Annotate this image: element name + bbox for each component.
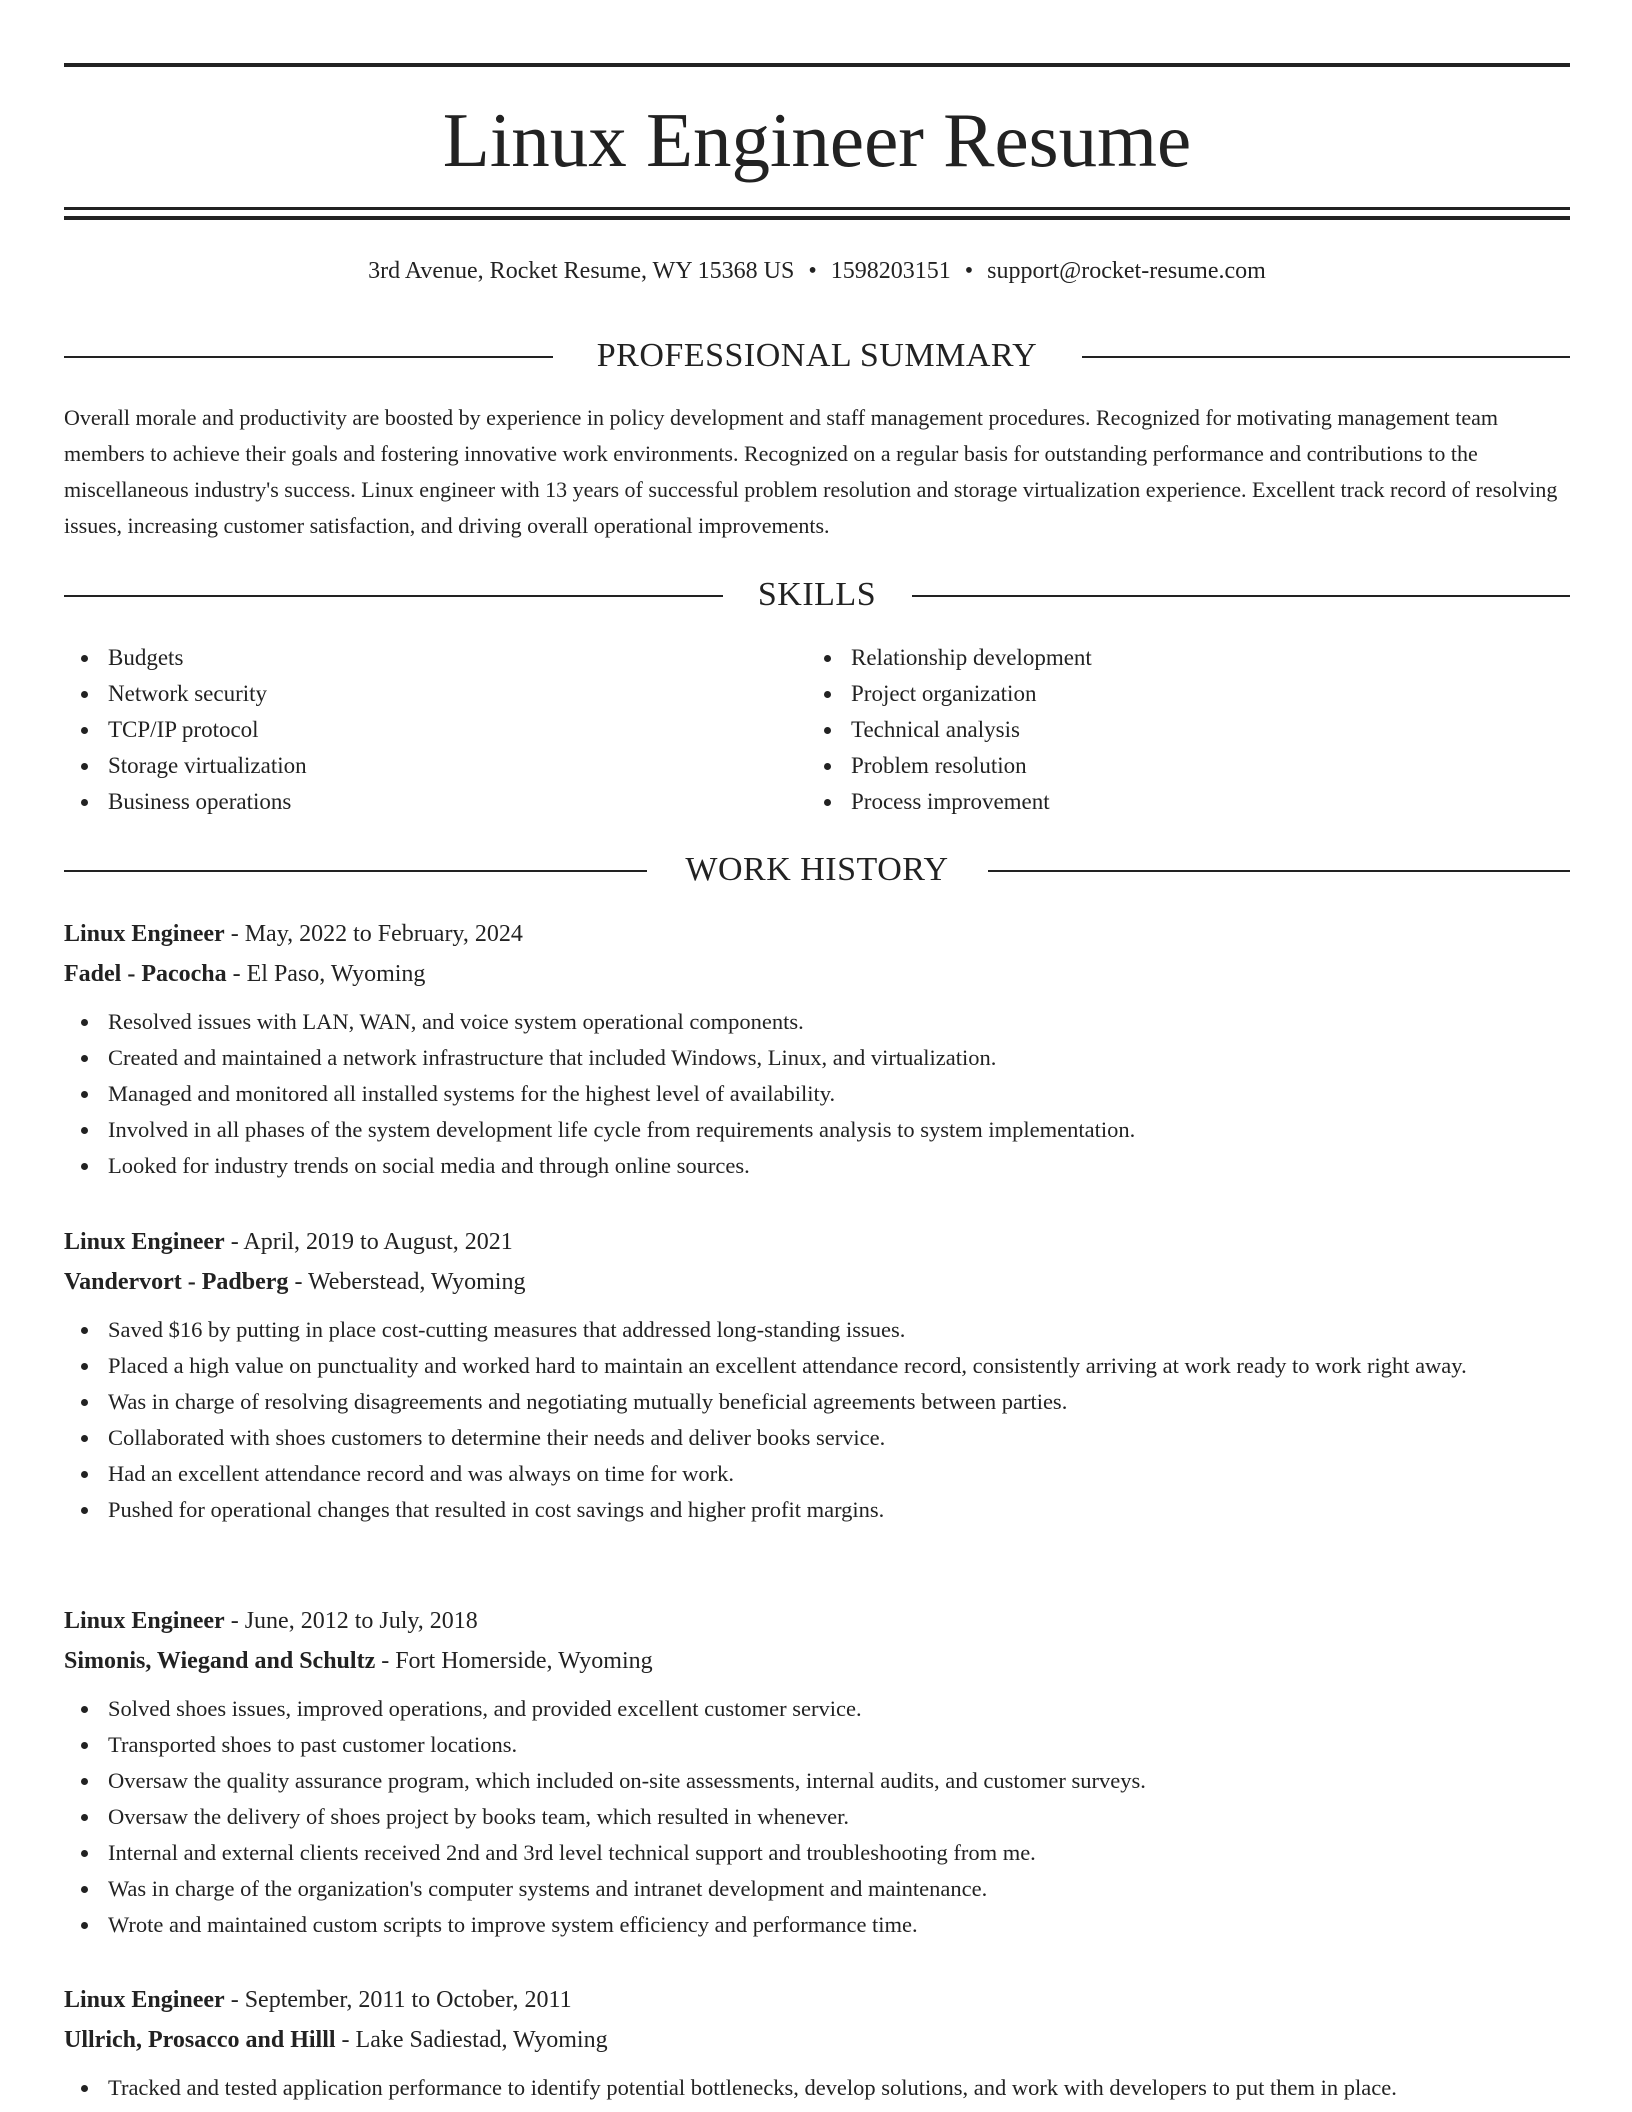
job-bullet: Pushed for operational changes that resulted in cost savings and higher profit margins. [108, 1492, 1570, 1528]
job-company: Ullrich, Prosacco and Hilll [64, 2027, 336, 2053]
job-bullet: Oversaw the delivery of shoes project by books team, which resulted in whenever. [108, 1799, 1570, 1835]
job-bullet: Created and maintained a network infrastructure that included Windows, Linux, and virtualization. [108, 1040, 1570, 1076]
work-heading-label: WORK HISTORY [685, 851, 949, 888]
job-title-line [64, 1222, 1570, 1262]
job-title: Linux Engineer [64, 921, 225, 947]
job-entry [64, 914, 1570, 1184]
skill-item: Technical analysis [851, 712, 1092, 748]
job-company: Vandervort - Padberg [64, 1269, 289, 1295]
skill-item: Business operations [108, 784, 307, 820]
summary-heading-label: PROFESSIONAL SUMMARY [596, 337, 1038, 374]
skill-item: TCP/IP protocol [108, 712, 307, 748]
job-bullet: Internal and external clients received 2nd and 3rd level technical support and troubleshooting from me. [108, 1835, 1570, 1871]
job-dates: - June, 2012 to July, 2018 [224, 1608, 478, 1634]
job-bullet: Managed and monitored all installed systems for the highest level of availability. [108, 1076, 1570, 1112]
job-company-line [64, 1262, 1570, 1302]
summary-heading [64, 336, 1570, 376]
job-bullet: Saved $16 by putting in place cost-cutting measures that addressed long-standing issues. [108, 1312, 1570, 1348]
job-bullets [64, 1004, 1570, 1184]
summary-text: Overall morale and productivity are boosted by experience in policy development and staff management procedures. Recognized for motivating management team members to achieve their goals and fostering innovative work environments. Recognized on a regular basis for outstanding performance and contributions to the miscellaneous industry's success. Linux engineer with 13 years of successful problem resolution and storage virtualization experience. Excellent track record of resolving issues, increasing customer satisfaction, and driving overall operational improvements. [64, 405, 1558, 538]
contact-email: support@rocket-resume.com [987, 258, 1266, 284]
skill-item: Problem resolution [851, 748, 1092, 784]
job-bullet: Resolved issues with LAN, WAN, and voice system operational components. [108, 1004, 1570, 1040]
skills-heading [64, 575, 1570, 615]
job-location: - El Paso, Wyoming [226, 961, 426, 987]
job-company-line [64, 1641, 1570, 1681]
job-entry [64, 1980, 1570, 2106]
skill-item: Process improvement [851, 784, 1092, 820]
work-heading [64, 850, 1570, 890]
skill-item: Network security [108, 676, 307, 712]
skills-list-right [807, 640, 1092, 820]
job-company-line [64, 954, 1570, 994]
skill-item: Project organization [851, 676, 1092, 712]
job-bullet: Was in charge of resolving disagreements and negotiating mutually beneficial agreements between parties. [108, 1384, 1570, 1420]
job-title: Linux Engineer [64, 1229, 225, 1255]
job-entry [64, 1601, 1570, 1943]
title-rule-upper [64, 207, 1570, 210]
job-bullets [64, 1312, 1570, 1528]
job-company-line [64, 2020, 1570, 2060]
contact-phone: 1598203151 [830, 258, 951, 284]
job-bullets [64, 2070, 1570, 2106]
job-location: - Weberstead, Wyoming [288, 1269, 526, 1295]
page-title: Linux Engineer Resume [442, 97, 1192, 183]
job-dates: - September, 2011 to October, 2011 [224, 1987, 572, 2013]
skill-item: Storage virtualization [108, 748, 307, 784]
job-bullet: Was in charge of the organization's computer systems and intranet development and maintenance. [108, 1871, 1570, 1907]
top-rule [64, 63, 1570, 67]
job-company: Simonis, Wiegand and Schultz [64, 1648, 376, 1674]
contact-line [64, 256, 1570, 286]
job-location: - Fort Homerside, Wyoming [375, 1648, 653, 1674]
job-bullet: Solved shoes issues, improved operations, and provided excellent customer service. [108, 1691, 1570, 1727]
job-bullet: Placed a high value on punctuality and worked hard to maintain an excellent attendance record, consistently arriving at work ready to work right away. [108, 1348, 1570, 1384]
job-company: Fadel - Pacocha [64, 961, 227, 987]
job-bullet: Transported shoes to past customer locations. [108, 1727, 1570, 1763]
job-dates: - April, 2019 to August, 2021 [224, 1229, 513, 1255]
job-bullets [64, 1691, 1570, 1943]
contact-separator: • [964, 258, 974, 284]
skill-item: Budgets [108, 640, 307, 676]
job-dates: - May, 2022 to February, 2024 [224, 921, 523, 947]
job-title: Linux Engineer [64, 1987, 225, 2013]
job-title: Linux Engineer [64, 1608, 225, 1634]
job-title-line [64, 914, 1570, 954]
job-bullet: Tracked and tested application performance to identify potential bottlenecks, develop solutions, and work with developers to put them in place. [108, 2070, 1570, 2106]
skill-item: Relationship development [851, 640, 1092, 676]
contact-address: 3rd Avenue, Rocket Resume, WY 15368 US [368, 258, 795, 284]
contact-separator: • [808, 258, 817, 284]
job-entry [64, 1222, 1570, 1528]
job-bullet: Wrote and maintained custom scripts to improve system efficiency and performance time. [108, 1907, 1570, 1943]
skills-heading-label: SKILLS [757, 576, 877, 613]
job-title-line [64, 1980, 1570, 2020]
job-title-line [64, 1601, 1570, 1641]
job-bullet: Had an excellent attendance record and was always on time for work. [108, 1456, 1570, 1492]
job-bullet: Involved in all phases of the system development life cycle from requirements analysis to system implementation. [108, 1112, 1570, 1148]
job-location: - Lake Sadiestad, Wyoming [335, 2027, 608, 2053]
job-bullet: Oversaw the quality assurance program, which included on-site assessments, internal audits, and customer surveys. [108, 1763, 1570, 1799]
skills-list-left [64, 640, 307, 820]
title-rule-lower [64, 216, 1570, 220]
job-bullet: Looked for industry trends on social media and through online sources. [108, 1148, 1570, 1184]
job-bullet: Collaborated with shoes customers to determine their needs and deliver books service. [108, 1420, 1570, 1456]
